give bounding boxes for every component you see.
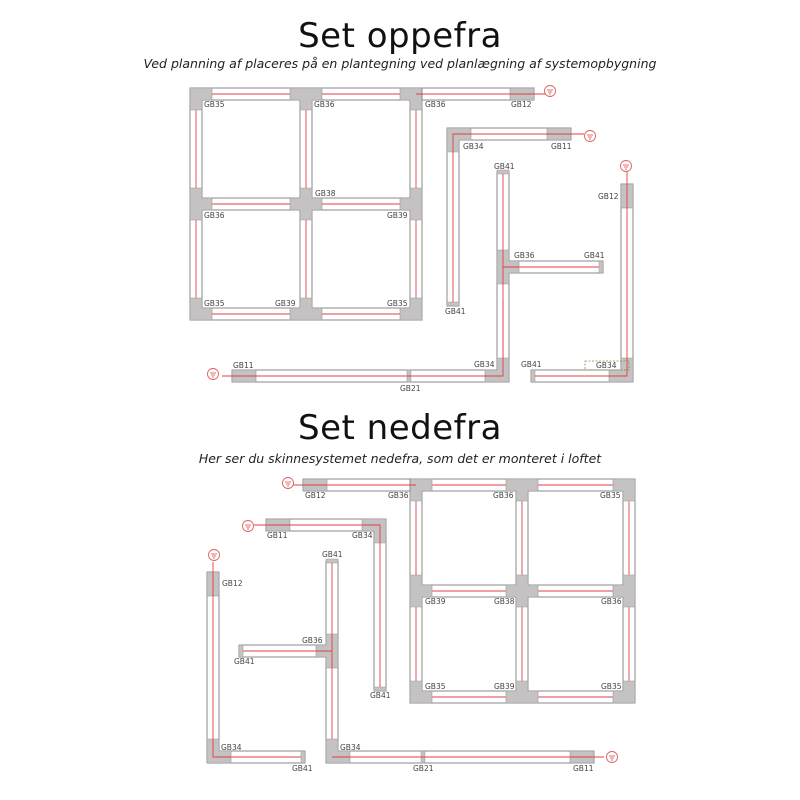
part-label: GB36	[314, 100, 335, 109]
bottom-view-diagram	[207, 478, 635, 774]
part-label: GB11	[267, 531, 288, 540]
part-label: GB34	[596, 361, 617, 370]
top-view-subtitle: Ved planning af placeres på en plantegning ved planlægning af systemopbygning	[143, 56, 657, 71]
part-label: GB35	[600, 491, 621, 500]
part-label: GB11	[551, 142, 572, 151]
part-label: GB39	[494, 682, 515, 691]
part-label: GB41	[234, 657, 255, 666]
top-view-diagram	[190, 86, 633, 394]
part-label: GB35	[601, 682, 622, 691]
part-label: GB39	[387, 211, 408, 220]
part-label: GB12	[511, 100, 532, 109]
part-label: GB12	[305, 491, 326, 500]
part-label: GB41	[445, 307, 466, 316]
top-l-gb34-gb11	[447, 128, 596, 306]
part-label: GB41	[521, 360, 542, 369]
top-view-title: Set oppefra	[298, 16, 502, 56]
part-label: GB41	[494, 162, 515, 171]
part-label: GB11	[233, 361, 254, 370]
part-label: GB39	[425, 597, 446, 606]
part-label: GB35	[425, 682, 446, 691]
bottom-view-title: Set nedefra	[298, 408, 502, 448]
top-t-gb36	[497, 170, 603, 382]
part-label: GB34	[474, 360, 495, 369]
bottom-rail-bottom	[326, 739, 618, 763]
part-label: GB41	[584, 251, 605, 260]
top-labels	[204, 100, 619, 393]
part-label: GB36	[493, 491, 514, 500]
part-label: GB39	[275, 299, 296, 308]
part-label: GB34	[340, 743, 361, 752]
bottom-view-subtitle: Her ser du skinnesystemet nedefra, som det er monteret i loftet	[198, 451, 602, 466]
part-label: GB12	[598, 192, 619, 201]
part-label: GB21	[400, 384, 421, 393]
bottom-labels	[221, 491, 622, 773]
part-label: GB21	[413, 764, 434, 773]
part-label: GB35	[387, 299, 408, 308]
top-rail-gb12-a	[416, 86, 556, 101]
part-label: GB35	[204, 299, 225, 308]
part-label: GB41	[370, 691, 391, 700]
part-label: GB34	[221, 743, 242, 752]
part-label: GB36	[302, 636, 323, 645]
part-label: GB38	[315, 189, 336, 198]
bottom-l-gb11-gb34	[243, 519, 387, 691]
part-label: GB38	[494, 597, 515, 606]
part-label: GB36	[204, 211, 225, 220]
part-label: GB34	[352, 531, 373, 540]
part-label: GB36	[425, 100, 446, 109]
bottom-rail-gb12-a	[283, 478, 417, 492]
part-label: GB36	[388, 491, 409, 500]
part-label: GB41	[292, 764, 313, 773]
part-label: GB12	[222, 579, 243, 588]
part-label: GB35	[204, 100, 225, 109]
part-label: GB11	[573, 764, 594, 773]
part-label: GB36	[514, 251, 535, 260]
part-label: GB34	[463, 142, 484, 151]
part-label: GB36	[601, 597, 622, 606]
part-label: GB41	[322, 550, 343, 559]
